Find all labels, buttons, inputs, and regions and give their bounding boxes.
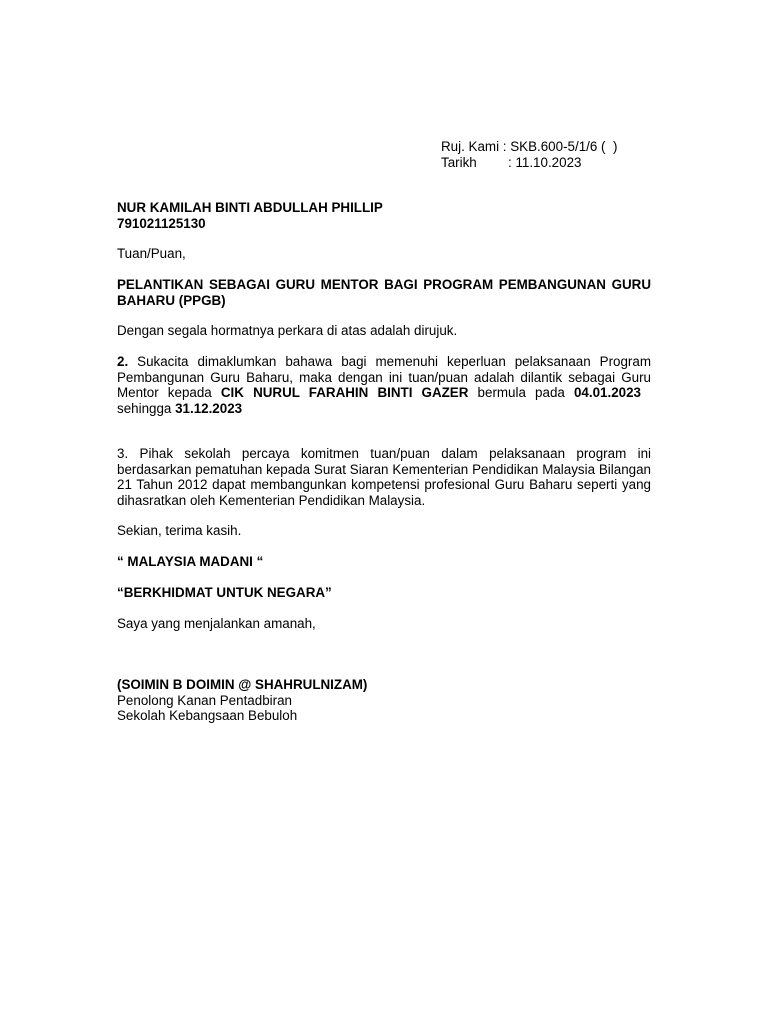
intro-paragraph: Dengan segala hormatnya perkara di atas adalah dirujuk. (117, 323, 458, 338)
signatory-position: Penolong Kanan Pentadbiran (117, 692, 292, 708)
paragraph-number: 2. (117, 354, 129, 369)
date-value: : 11.10.2023 (508, 154, 582, 170)
letter-subject: PELANTIKAN SEBAGAI GURU MENTOR BAGI PROGRAM PEMBANGUNAN GURU BAHARU (PPGB) (117, 277, 651, 308)
reference-row (441, 139, 671, 155)
recipient-block (117, 200, 383, 231)
mentee-name: CIK NURUL FARAHIN BINTI GAZER (220, 385, 469, 400)
signature-block (117, 677, 367, 724)
closing-line: Sekian, terima kasih. (117, 523, 242, 538)
recipient-name: NUR KAMILAH BINTI ABDULLAH PHILLIP (117, 200, 383, 215)
motto-madani: “ MALAYSIA MADANI “ (117, 554, 264, 569)
motto-berkhidmat: “BERKHIDMAT UNTUK NEGARA” (117, 585, 332, 600)
reference-value: : SKB.600-5/1/6 ( ) (502, 139, 618, 154)
commitment-paragraph: 3. Pihak sekolah percaya komitmen tuan/puan dalam pelaksanaan program ini berdasarkan pematuhan kepada Surat Siaran Kementerian Pendidikan Malaysia Bilangan 21 Tahun 2012 dapat membangunkan kompetensi profesional Guru Baharu seperti yang dihasratkan oleh Kementerian Pendidikan Malaysia. (117, 446, 651, 508)
paragraph-text: sehingga (117, 400, 176, 416)
appointment-paragraph (117, 354, 651, 416)
reference-block (441, 139, 671, 170)
paragraph-text: bermula pada (468, 385, 574, 400)
date-row (441, 155, 671, 171)
recipient-id: 791021125130 (117, 215, 206, 231)
greeting: Tuan/Puan, (117, 246, 186, 261)
date-label: Tarikh (441, 154, 477, 170)
trust-line: Saya yang menjalankan amanah, (117, 616, 316, 631)
signatory-school: Sekolah Kebangsaan Bebuloh (117, 708, 298, 723)
end-date: 31.12.2023 (175, 400, 243, 416)
reference-label: Ruj. Kami (441, 139, 500, 154)
signatory-name: (SOIMIN B DOIMIN @ SHAHRULNIZAM) (117, 677, 368, 692)
start-date: 04.01.2023 (573, 385, 642, 400)
paragraph-text: Sukacita dimaklumkan bahawa bagi memenuhi keperluan pelaksanaan Program Pembangunan Guru Baharu, maka dengan ini tuan/puan adalah dilantik sebagai Guru Mentor kepada (117, 354, 651, 400)
